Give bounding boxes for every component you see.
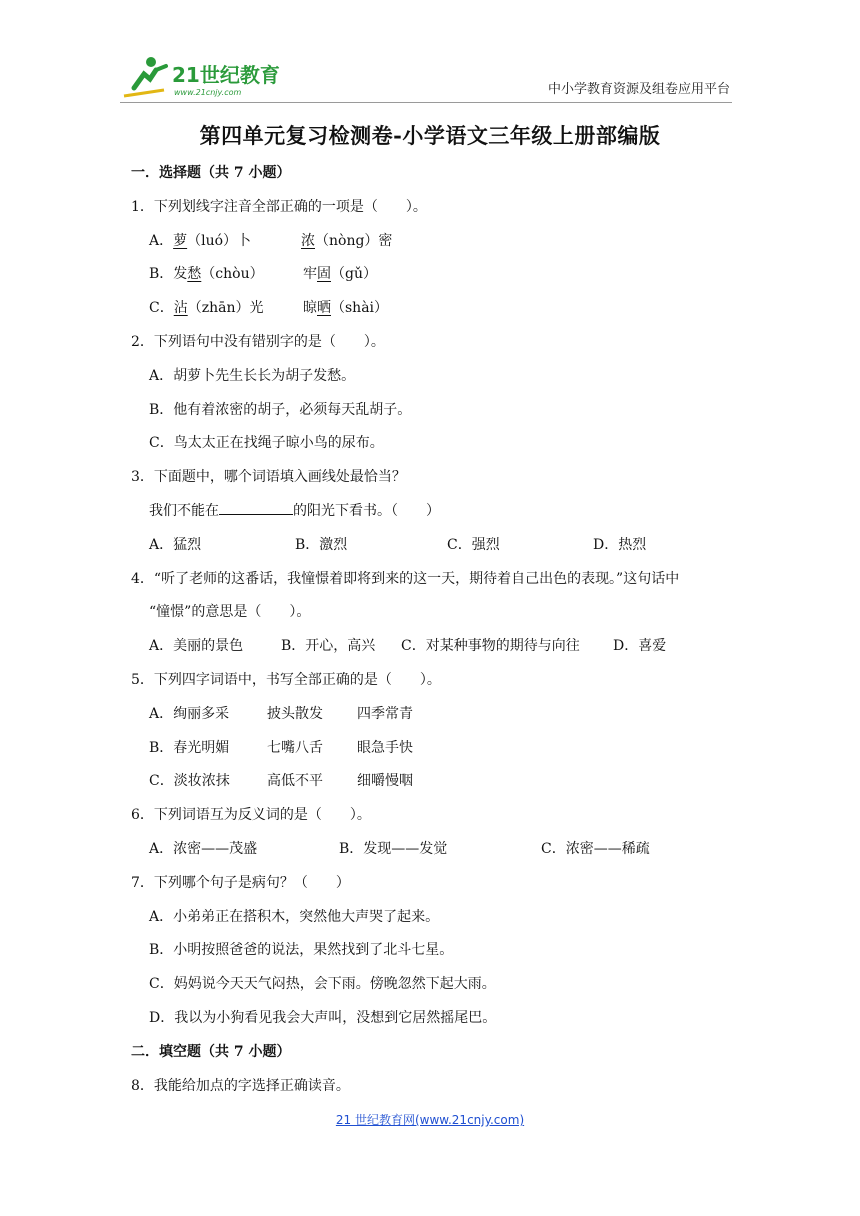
logo	[120, 52, 290, 102]
option-row: A．绚丽多采 披头散发 四季常青	[149, 705, 413, 722]
fill-sentence: 我们不能在 的阳光下看书。（ ）	[131, 500, 741, 534]
site-tagline: 中小学教育资源及组卷应用平台	[547, 82, 730, 97]
option-row: A．浓密——茂盛 B．发现——发觉 C．浓密——稀疏	[149, 840, 650, 857]
question-list	[131, 162, 741, 1108]
header-divider	[120, 102, 732, 103]
question-stem: 1．下列划线字注音全部正确的一项是（ ）。	[131, 198, 427, 215]
question-stem: 8．我能给加点的字选择正确读音。	[131, 1077, 350, 1094]
option-row: A．美丽的景色 B．开心，高兴 C．对某种事物的期待与向往 D．喜爱	[149, 638, 667, 655]
option-row: D．我以为小狗看见我会大声叫，没想到它居然摇尾巴。	[149, 1009, 497, 1026]
section-heading: 二．填空题（共 7 小题）	[131, 1043, 291, 1060]
question-stem: 6．下列词语互为反义词的是（ ）。	[131, 807, 371, 824]
question-stem: 7．下列哪个句子是病句？（ ）	[131, 874, 350, 891]
option-row: B．小明按照爸爸的说法，果然找到了北斗七星。	[149, 942, 454, 959]
page-title: 第四单元复习检测卷-小学语文三年级上册部编版	[199, 123, 661, 148]
answer-blank	[219, 500, 293, 515]
page-header	[0, 0, 860, 110]
svg-text:21世纪教育: 21世纪教育	[172, 63, 280, 87]
footer-link[interactable]: 21 世纪教育网(www.21cnjy.com)	[335, 1113, 525, 1127]
option-row: C．淡妆浓抹 高低不平 细嚼慢咽	[149, 773, 413, 790]
question-stem-cont: “憧憬”的意思是（ ）。	[149, 604, 311, 621]
runner-icon	[134, 70, 156, 88]
option-row: C．沾（zhān）光 晾晒（shài）	[149, 300, 389, 317]
option-row: A．萝（luó）卜 浓（nòng）密	[149, 232, 393, 249]
section-heading: 一．选择题（共 7 小题）	[131, 165, 291, 181]
option-row: A．猛烈 B．激烈 C．强烈 D．热烈	[149, 536, 647, 553]
option-row: A．胡萝卜先生长长为胡子发愁。	[149, 367, 356, 384]
option-row: B．春光明媚 七嘴八舌 眼急手快	[149, 739, 413, 756]
page-footer	[0, 1111, 860, 1128]
question-stem: 4．“听了老师的这番话，我憧憬着即将到来的这一天，期待着自己出色的表现。”这句话中	[131, 570, 680, 587]
option-row: B．发愁（chòu） 牢固（gǔ）	[149, 266, 377, 283]
question-stem: 3．下面题中，哪个词语填入画线处最恰当？	[131, 469, 406, 486]
svg-text:www.21cnjy.com: www.21cnjy.com	[174, 88, 242, 97]
option-row: C．鸟太太正在找绳子晾小鸟的尿布。	[149, 435, 384, 452]
option-row: A．小弟弟正在搭积木，突然他大声哭了起来。	[149, 908, 440, 925]
option-row: B．他有着浓密的胡子，必须每天乱胡子。	[149, 401, 412, 418]
question-stem: 5．下列四字词语中，书写全部正确的是（ ）。	[131, 671, 441, 688]
option-row: C．妈妈说今天天气闷热，会下雨。傍晚忽然下起大雨。	[149, 976, 496, 993]
question-stem: 2．下列语句中没有错别字的是（ ）。	[131, 333, 385, 350]
